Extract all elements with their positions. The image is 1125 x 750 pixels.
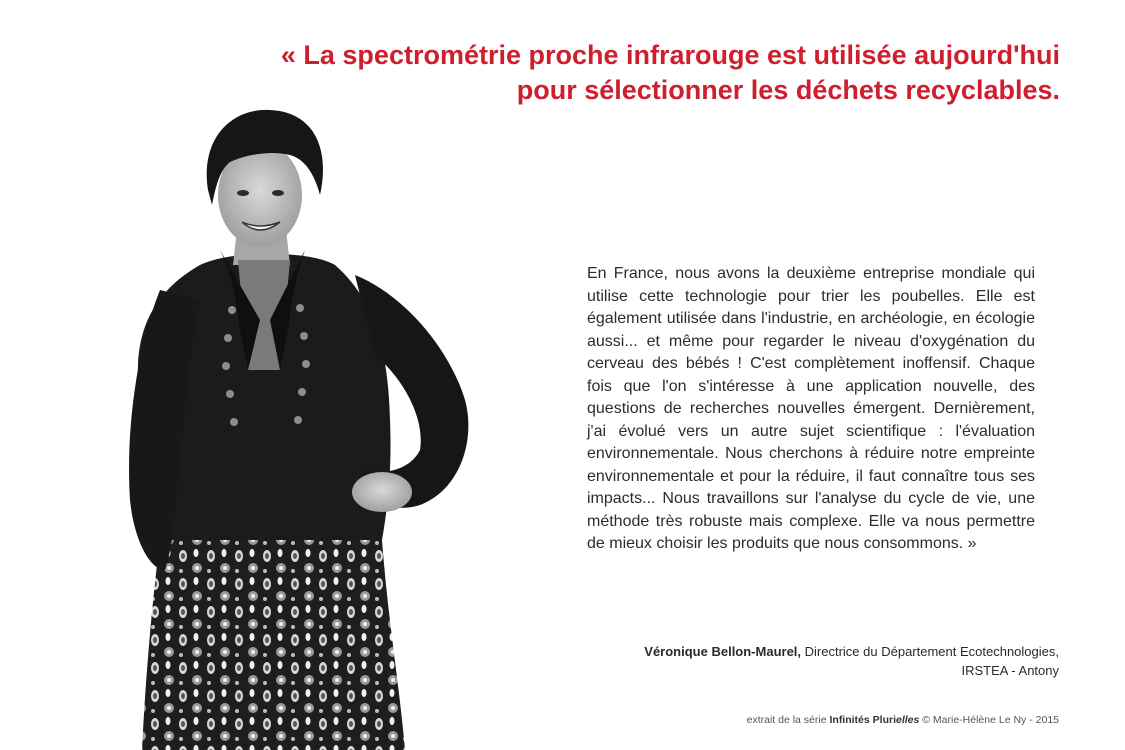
series-title xyxy=(829,714,919,726)
author-institution: IRSTEA - Antony xyxy=(961,663,1059,678)
headline-quote xyxy=(240,38,1060,108)
author-name: Véronique Bellon-Maurel, xyxy=(644,644,802,659)
quote-body: En France, nous avons la deuxième entreprise mondiale qui utilise cette technologie pour trier les poubelles. Elle est également utilisée dans l'industrie, en archéologie, en écologie aussi... et même pour regarder le niveau d'oxygénation du cerveau des bébés ! C'est complètement inoffensif. Chaque fois que l'on s'intéresse à une application nouvelle, des questions de recherches nouvelles émergent. Dernièrement, j'ai évolué vers un autre sujet scientifique : l'évaluation environnementale. Nous cherchons à réduire notre empreinte environnementale et pour la réduire, il faut connaître tous ses impacts... Nous travaillons sur l'analyse du cycle de vie, une méthode très robuste mais complexe. Elle va nous permettre de mieux choisir les produits que nous consommons. » xyxy=(587,265,1035,552)
headline-line-2: pour sélectionner les déchets recyclables. xyxy=(516,75,1060,105)
credit-suffix: © Marie-Hélène Le Ny - 2015 xyxy=(919,714,1059,726)
headline-line-1: « La spectrométrie proche infrarouge est utilisée aujourd'hui xyxy=(280,40,1060,70)
attribution xyxy=(539,642,1059,680)
photo-credit xyxy=(539,714,1059,726)
series-title-part2: elles xyxy=(896,714,920,726)
author-role: Directrice du Département Ecotechnologies, xyxy=(801,644,1059,659)
portrait-photo xyxy=(120,100,510,750)
series-title-part1: Infinités Pluri xyxy=(829,714,896,726)
credit-prefix: extrait de la série xyxy=(746,714,830,726)
